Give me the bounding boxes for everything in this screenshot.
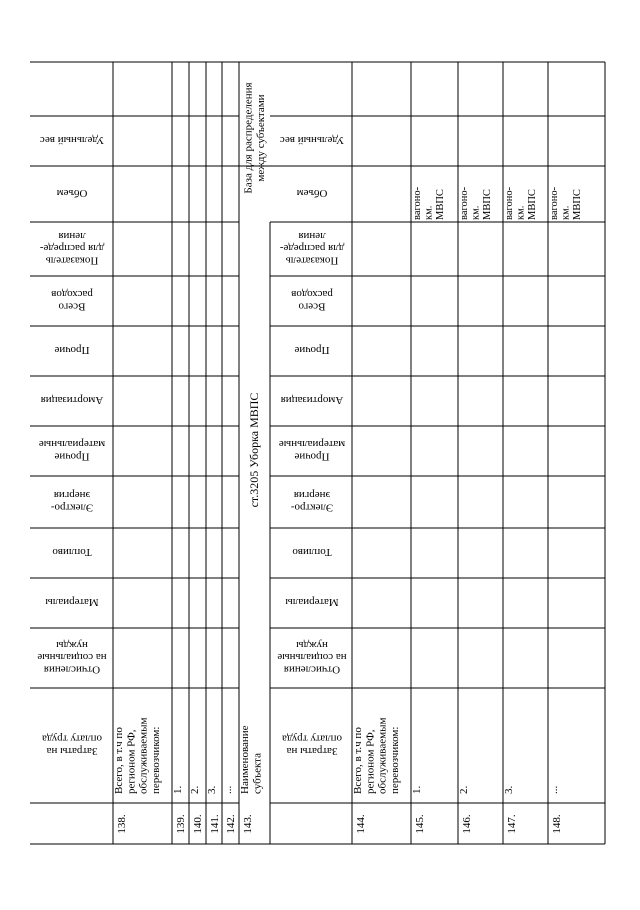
row-number	[175, 814, 187, 834]
header-cell-right-line: Материалы	[285, 596, 339, 609]
row-label	[411, 786, 423, 795]
header-cell-left-line: Прочие	[54, 344, 90, 357]
header-cell-right	[291, 489, 334, 513]
indicator-line: МВПС	[572, 189, 583, 220]
header-cell-right-line: Всего	[298, 300, 326, 313]
header-cell-left	[51, 489, 94, 513]
header-cell-right	[285, 596, 339, 608]
row-label	[239, 725, 263, 794]
row-label	[172, 786, 184, 795]
indicator-cell	[412, 186, 446, 220]
header-cell-right-line: Прочие	[294, 450, 330, 463]
row-number	[461, 814, 473, 834]
indicator-line: вагоно-	[459, 186, 470, 220]
row-number-line: 138.	[115, 814, 128, 834]
row-label	[222, 786, 234, 795]
header-cell-right-line: оплату труда	[282, 732, 342, 745]
row-label	[352, 718, 401, 794]
header-cell-right-line: на социальные	[277, 651, 347, 664]
header-cell-left-line: материальные	[38, 438, 106, 450]
header-cell-left-line: Затраты на	[46, 744, 98, 757]
row-number	[225, 814, 237, 834]
indicator-line: км.	[560, 205, 572, 220]
row-label-line: Наименование	[239, 725, 251, 794]
header-cell-left	[39, 438, 105, 462]
indicator-line: МВПС	[527, 189, 538, 220]
row-label-line: субъекта	[251, 752, 264, 794]
row-number	[355, 814, 367, 834]
header-cell-right-line: Объем	[296, 187, 328, 200]
header-cell-left-line: Материалы	[45, 596, 99, 609]
indicator-line: вагоно-	[549, 186, 560, 220]
header-cell-left-line: энергия	[53, 489, 91, 501]
header-cell-right-line: ления	[298, 229, 326, 242]
header-cell-left-line: Показатель	[45, 254, 99, 267]
indicator-line: км.	[423, 205, 435, 220]
header-cell-right-line: материальные	[278, 438, 346, 450]
row-number	[506, 814, 518, 834]
indicator-line: км.	[515, 205, 527, 220]
header-cell-left-line: Всего	[58, 300, 86, 313]
row-number	[551, 814, 563, 834]
row-label-line: ...	[548, 785, 560, 794]
header-cell-left	[51, 288, 93, 312]
indicator-cell	[504, 186, 538, 220]
row-label-line: регионом РФ,	[364, 729, 377, 794]
indicator-cell	[549, 186, 583, 220]
section-title-line: ст.3205 Уборка МВПС	[247, 392, 262, 508]
row-number-line: 145.	[413, 814, 426, 834]
row-label-line: 2.	[458, 785, 470, 794]
header-cell-left	[52, 546, 92, 558]
header-cell-right	[292, 546, 332, 558]
section-title	[247, 393, 261, 508]
row-label-line: 1.	[411, 785, 423, 794]
indicator-line: км.	[470, 205, 482, 220]
header-cell-left-line: Отчисления	[43, 663, 101, 676]
row-label-line: 3.	[206, 785, 218, 794]
header-cell-left-line: Амортизация	[40, 394, 104, 407]
row-number	[192, 814, 204, 834]
indicator-cell	[459, 186, 493, 220]
header-cell-left	[54, 344, 89, 356]
row-label	[503, 786, 515, 795]
row-label-line: регионом РФ,	[125, 729, 138, 794]
header-cell-right	[291, 288, 333, 312]
header-cell-right-line: для распреде-	[279, 242, 345, 255]
header-cell-right-line: Отчисления	[283, 663, 341, 676]
header-cell-right-line: энергия	[293, 489, 331, 501]
row-number	[209, 814, 221, 834]
row-number	[242, 814, 254, 834]
row-number-line: 147.	[505, 814, 518, 834]
header-cell-left-line: Объем	[56, 187, 88, 200]
row-label-line: Всего, в т.ч по	[352, 727, 364, 794]
indicator-line: МВПС	[482, 189, 493, 220]
header-cell-right	[279, 230, 344, 267]
indicator-line: МВПС	[435, 189, 446, 220]
row-number-line: 142.	[224, 814, 237, 834]
distribution-base-label-line: между субъектами	[255, 94, 267, 182]
header-cell-right-line: Затраты на	[286, 744, 338, 757]
row-number-line: 143.	[241, 814, 254, 834]
indicator-line: вагоно-	[504, 186, 515, 220]
header-cell-right-line: нужды	[296, 638, 328, 651]
row-label	[548, 786, 560, 795]
header-cell-left-line: Удельный вес	[39, 134, 105, 147]
distribution-base-label-line: База для распределения	[242, 82, 255, 194]
header-cell-right-line: Прочие	[294, 344, 330, 357]
row-number-line: 141.	[208, 814, 221, 834]
indicator-line: вагоно-	[412, 186, 423, 220]
row-label-line: 3.	[503, 785, 515, 794]
header-cell-right-line: Топливо	[292, 546, 332, 559]
distribution-base-label	[243, 82, 267, 193]
header-cell-left	[40, 134, 104, 146]
header-cell-left	[57, 187, 88, 199]
header-cell-left-line: ления	[58, 229, 86, 242]
row-label-line: перевозчиком:	[149, 726, 162, 794]
header-cell-left-line: Электро-	[50, 501, 94, 514]
row-number-line: 144.	[354, 814, 367, 834]
header-cell-left	[39, 230, 104, 267]
header-cell-left-line: для распреде-	[39, 242, 105, 255]
header-cell-right-line: расходов	[291, 288, 333, 300]
row-label-line: обслуживаемым	[137, 717, 150, 794]
row-number-line: 139.	[174, 814, 187, 834]
row-label	[189, 786, 201, 795]
row-label	[458, 786, 470, 795]
row-number	[116, 814, 128, 834]
header-cell-right	[277, 639, 346, 676]
header-cell-left	[42, 733, 102, 757]
header-cell-right	[281, 394, 344, 406]
row-number-line: 146.	[460, 814, 473, 834]
header-cell-left	[37, 639, 106, 676]
row-label	[113, 718, 162, 794]
header-cell-left-line: оплату труда	[42, 732, 102, 745]
header-cell-left-line: Топливо	[52, 546, 92, 559]
header-cell-right-line: Удельный вес	[279, 134, 345, 147]
row-label-line: Всего, в т.ч по	[113, 727, 125, 794]
row-label-line: перевозчиком:	[388, 726, 401, 794]
header-cell-left	[45, 596, 99, 608]
header-cell-left-line: Прочие	[54, 450, 90, 463]
header-cell-right	[279, 438, 345, 462]
row-number-line: 140.	[191, 814, 204, 834]
row-label-line: ...	[222, 785, 234, 794]
row-number-line: 148.	[550, 814, 563, 834]
row-label-line: 1.	[172, 785, 184, 794]
header-cell-right	[294, 344, 329, 356]
header-cell-left-line: на социальные	[37, 651, 107, 664]
header-cell-right	[280, 134, 344, 146]
header-cell-right-line: Электро-	[290, 501, 334, 514]
row-label-line: обслуживаемым	[376, 717, 389, 794]
header-cell-right-line: Амортизация	[280, 394, 344, 407]
row-number	[414, 814, 426, 834]
header-cell-right	[282, 733, 342, 757]
header-cell-right	[297, 187, 328, 199]
row-label	[206, 786, 218, 795]
header-cell-left-line: нужды	[56, 638, 88, 651]
header-cell-left-line: расходов	[51, 288, 93, 300]
row-label-line: 2.	[189, 785, 201, 794]
header-cell-right-line: Показатель	[285, 254, 339, 267]
header-cell-left	[41, 394, 104, 406]
